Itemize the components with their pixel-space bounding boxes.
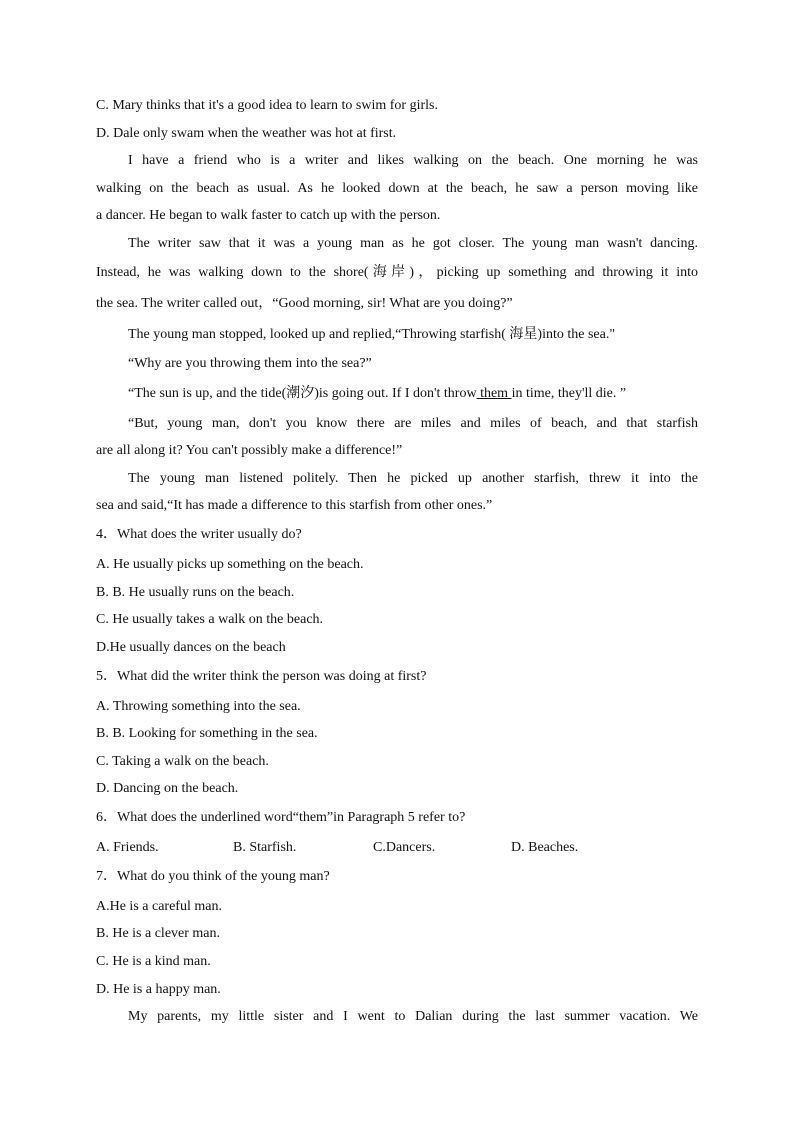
passage-p6-line1: “But, young man, don't you know there are miles and miles of beach, and that starfish [128, 416, 698, 431]
question-5-option-d[interactable]: D. Dancing on the beach. [96, 781, 239, 796]
passage-p2-line3: the sea. The writer called out，“Good morning, sir! What are you doing?” [96, 296, 513, 311]
question-7-option-b[interactable]: B. He is a clever man. [96, 926, 221, 941]
question-4-option-a[interactable]: A. He usually picks up something on the beach. [96, 557, 364, 572]
question-7-option-d[interactable]: D. He is a happy man. [96, 982, 221, 997]
next-passage-line1: My parents, my little sister and I went to Dalian during the last summer vacation. We [128, 1009, 698, 1024]
passage-p5-after: in time, they'll die. ” [511, 386, 627, 401]
question-6-option-a[interactable]: A. Friends. [96, 840, 159, 855]
passage-p5-before: “The sun is up, and the tide(潮汐)is going out. If I don't throw [128, 386, 477, 401]
passage-p3: The young man stopped, looked up and replied,“Throwing starfish( 海星)into the sea." [128, 327, 616, 342]
question-6-option-d[interactable]: D. Beaches. [511, 840, 579, 855]
prev-option-c: C. Mary thinks that it's a good idea to learn to swim for girls. [96, 98, 438, 113]
passage-p2-line2: Instead, he was walking down to the shore(海岸)，picking up something and throwing it into [96, 265, 698, 280]
passage-p7-line2: sea and said,“It has made a difference to this starfish from other ones.” [96, 498, 493, 513]
question-6-options [96, 839, 698, 857]
passage-p2-line1: The writer saw that it was a young man as he got closer. The young man wasn't dancing. [128, 236, 698, 251]
question-7-stem: 7．What do you think of the young man? [96, 869, 330, 884]
question-7-option-a[interactable]: A.He is a careful man. [96, 899, 222, 914]
passage-p1-line3: a dancer. He began to walk faster to catch up with the person. [96, 208, 441, 223]
question-6-stem: 6．What does the underlined word“them”in Paragraph 5 refer to? [96, 810, 466, 825]
question-4-option-c[interactable]: C. He usually takes a walk on the beach. [96, 612, 324, 627]
passage-p7-line1: The young man listened politely. Then he picked up another starfish, threw it into the [128, 471, 698, 486]
passage-p5 [128, 385, 698, 403]
passage-p1-line2: walking on the beach as usual. As he looked down at the beach, he saw a person moving like [96, 181, 698, 196]
question-4-stem: 4．What does the writer usually do? [96, 527, 302, 542]
underlined-word-them: them [476, 386, 512, 401]
passage-p4: “Why are you throwing them into the sea?” [128, 356, 372, 371]
question-5-option-c[interactable]: C. Taking a walk on the beach. [96, 754, 269, 769]
question-4-option-b[interactable]: B. B. He usually runs on the beach. [96, 585, 295, 600]
passage-p1-line1: I have a friend who is a writer and likes walking on the beach. One morning he was [128, 153, 698, 168]
question-4-option-d[interactable]: D.He usually dances on the beach [96, 640, 286, 655]
question-6-option-b[interactable]: B. Starfish. [233, 840, 297, 855]
question-6-option-c[interactable]: C.Dancers. [373, 840, 436, 855]
question-5-stem: 5．What did the writer think the person was doing at first? [96, 669, 427, 684]
passage-p6-line2: are all along it? You can't possibly make a difference!” [96, 443, 403, 458]
question-5-option-a[interactable]: A. Throwing something into the sea. [96, 699, 301, 714]
question-7-option-c[interactable]: C. He is a kind man. [96, 954, 211, 969]
prev-option-d: D. Dale only swam when the weather was hot at first. [96, 126, 397, 141]
question-5-option-b[interactable]: B. B. Looking for something in the sea. [96, 726, 318, 741]
